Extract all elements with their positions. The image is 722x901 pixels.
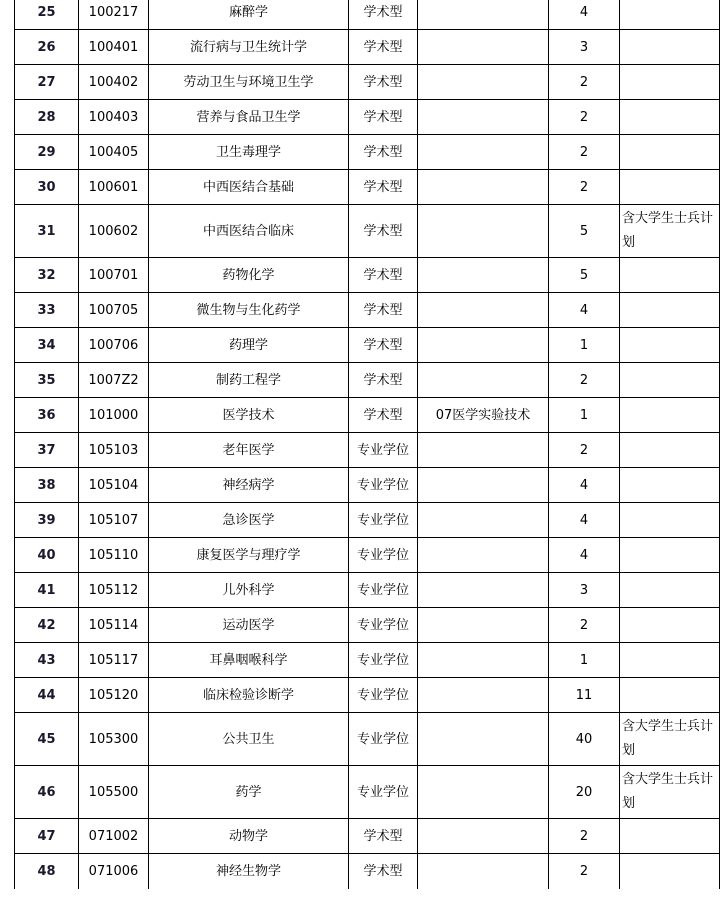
enrollment-table [14,0,720,889]
enrollment-count-cell: 3 [549,30,620,65]
degree-type-cell: 学术型 [349,854,418,889]
row-number-cell: 47 [15,819,79,854]
row-number-cell: 42 [15,608,79,643]
enrollment-count-cell: 1 [549,398,620,433]
row-number-cell: 28 [15,100,79,135]
enrollment-count-cell: 2 [549,170,620,205]
major-name-cell: 老年医学 [149,433,349,468]
enrollment-count-cell: 2 [549,433,620,468]
degree-type-cell: 学术型 [349,170,418,205]
major-name-cell: 药学 [149,766,349,819]
research-direction-cell [418,433,549,468]
remark-cell [620,293,720,328]
remark-cell [620,100,720,135]
enrollment-count-cell: 1 [549,643,620,678]
table-row [15,135,720,170]
remark-cell [620,608,720,643]
major-name-cell: 临床检验诊断学 [149,678,349,713]
table-row [15,503,720,538]
degree-type-cell: 专业学位 [349,503,418,538]
research-direction-cell [418,30,549,65]
enrollment-count-cell: 4 [549,503,620,538]
degree-type-cell: 学术型 [349,328,418,363]
enrollment-count-cell: 2 [549,608,620,643]
remark-cell [620,854,720,889]
row-number-cell: 30 [15,170,79,205]
degree-type-cell: 专业学位 [349,608,418,643]
major-code-cell: 071002 [79,819,149,854]
row-number-cell: 41 [15,573,79,608]
table-row [15,573,720,608]
row-number-cell: 43 [15,643,79,678]
degree-type-cell: 学术型 [349,100,418,135]
major-code-cell: 105112 [79,573,149,608]
research-direction-cell [418,643,549,678]
table-row [15,328,720,363]
major-name-cell: 儿外科学 [149,573,349,608]
major-name-cell: 康复医学与理疗学 [149,538,349,573]
major-name-cell: 急诊医学 [149,503,349,538]
row-number-cell: 33 [15,293,79,328]
enrollment-count-cell: 40 [549,713,620,766]
major-name-cell: 麻醉学 [149,0,349,30]
research-direction-cell [418,819,549,854]
table-row [15,258,720,293]
table-row [15,766,720,819]
table-row [15,363,720,398]
table-row [15,398,720,433]
degree-type-cell: 学术型 [349,819,418,854]
research-direction-cell [418,503,549,538]
research-direction-cell [418,100,549,135]
row-number-cell: 27 [15,65,79,100]
major-code-cell: 105110 [79,538,149,573]
remark-cell [620,135,720,170]
row-number-cell: 40 [15,538,79,573]
enrollment-count-cell: 2 [549,100,620,135]
remark-cell [620,398,720,433]
major-name-cell: 神经生物学 [149,854,349,889]
enrollment-count-cell: 20 [549,766,620,819]
research-direction-cell [418,713,549,766]
degree-type-cell: 学术型 [349,398,418,433]
degree-type-cell: 专业学位 [349,678,418,713]
major-code-cell: 100706 [79,328,149,363]
table-row [15,854,720,889]
major-code-cell: 105104 [79,468,149,503]
remark-cell [620,30,720,65]
major-code-cell: 105103 [79,433,149,468]
table-row [15,100,720,135]
degree-type-cell: 专业学位 [349,538,418,573]
research-direction-cell [418,608,549,643]
research-direction-cell [418,538,549,573]
row-number-cell: 44 [15,678,79,713]
major-code-cell: 105500 [79,766,149,819]
row-number-cell: 45 [15,713,79,766]
enrollment-count-cell: 3 [549,573,620,608]
enrollment-count-cell: 4 [549,0,620,30]
major-name-cell: 动物学 [149,819,349,854]
remark-cell: 含大学生士兵计划 [620,713,720,766]
major-code-cell: 100403 [79,100,149,135]
table-row [15,433,720,468]
research-direction-cell [418,328,549,363]
major-code-cell: 100705 [79,293,149,328]
major-name-cell: 流行病与卫生统计学 [149,30,349,65]
enrollment-count-cell: 4 [549,468,620,503]
remark-cell: 含大学生士兵计划 [620,205,720,258]
row-number-cell: 38 [15,468,79,503]
remark-cell [620,170,720,205]
remark-cell [620,819,720,854]
major-name-cell: 微生物与生化药学 [149,293,349,328]
research-direction-cell [418,468,549,503]
degree-type-cell: 学术型 [349,258,418,293]
major-code-cell: 100602 [79,205,149,258]
major-code-cell: 100701 [79,258,149,293]
major-name-cell: 公共卫生 [149,713,349,766]
remark-cell [620,65,720,100]
major-code-cell: 105117 [79,643,149,678]
research-direction-cell [418,170,549,205]
row-number-cell: 31 [15,205,79,258]
major-name-cell: 医学技术 [149,398,349,433]
major-code-cell: 105107 [79,503,149,538]
major-code-cell: 105300 [79,713,149,766]
degree-type-cell: 专业学位 [349,468,418,503]
degree-type-cell: 学术型 [349,135,418,170]
degree-type-cell: 专业学位 [349,433,418,468]
remark-cell [620,328,720,363]
enrollment-count-cell: 2 [549,819,620,854]
enrollment-count-cell: 5 [549,258,620,293]
research-direction-cell [418,363,549,398]
remark-cell [620,538,720,573]
major-code-cell: 101000 [79,398,149,433]
table-row [15,0,720,30]
enrollment-count-cell: 4 [549,538,620,573]
major-name-cell: 中西医结合基础 [149,170,349,205]
major-code-cell: 100601 [79,170,149,205]
degree-type-cell: 专业学位 [349,766,418,819]
enrollment-count-cell: 2 [549,363,620,398]
major-code-cell: 105120 [79,678,149,713]
research-direction-cell [418,678,549,713]
enrollment-count-cell: 11 [549,678,620,713]
enrollment-count-cell: 4 [549,293,620,328]
remark-cell [620,468,720,503]
row-number-cell: 46 [15,766,79,819]
enrollment-count-cell: 5 [549,205,620,258]
table-row [15,65,720,100]
research-direction-cell [418,0,549,30]
table-body [15,0,720,889]
table-row [15,538,720,573]
table-row [15,678,720,713]
degree-type-cell: 学术型 [349,293,418,328]
major-code-cell: 100405 [79,135,149,170]
remark-cell: 含大学生士兵计划 [620,766,720,819]
enrollment-count-cell: 2 [549,854,620,889]
major-code-cell: 1007Z2 [79,363,149,398]
row-number-cell: 29 [15,135,79,170]
research-direction-cell [418,135,549,170]
enrollment-count-cell: 2 [549,65,620,100]
major-code-cell: 071006 [79,854,149,889]
degree-type-cell: 学术型 [349,30,418,65]
degree-type-cell: 专业学位 [349,573,418,608]
row-number-cell: 36 [15,398,79,433]
degree-type-cell: 专业学位 [349,713,418,766]
major-name-cell: 药理学 [149,328,349,363]
row-number-cell: 25 [15,0,79,30]
table-row [15,608,720,643]
row-number-cell: 39 [15,503,79,538]
research-direction-cell [418,573,549,608]
major-name-cell: 营养与食品卫生学 [149,100,349,135]
major-name-cell: 中西医结合临床 [149,205,349,258]
table-row [15,643,720,678]
table-row [15,713,720,766]
row-number-cell: 32 [15,258,79,293]
major-name-cell: 制药工程学 [149,363,349,398]
degree-type-cell: 学术型 [349,205,418,258]
row-number-cell: 48 [15,854,79,889]
major-code-cell: 100217 [79,0,149,30]
degree-type-cell: 学术型 [349,0,418,30]
remark-cell [620,363,720,398]
table-row [15,170,720,205]
row-number-cell: 34 [15,328,79,363]
degree-type-cell: 学术型 [349,363,418,398]
enrollment-count-cell: 1 [549,328,620,363]
table-row [15,819,720,854]
table-row [15,30,720,65]
table-row [15,468,720,503]
major-name-cell: 耳鼻咽喉科学 [149,643,349,678]
research-direction-cell [418,293,549,328]
research-direction-cell: 07医学实验技术 [418,398,549,433]
enrollment-count-cell: 2 [549,135,620,170]
major-code-cell: 100402 [79,65,149,100]
row-number-cell: 26 [15,30,79,65]
row-number-cell: 35 [15,363,79,398]
remark-cell [620,503,720,538]
major-code-cell: 105114 [79,608,149,643]
research-direction-cell [418,258,549,293]
row-number-cell: 37 [15,433,79,468]
remark-cell [620,643,720,678]
degree-type-cell: 学术型 [349,65,418,100]
major-name-cell: 卫生毒理学 [149,135,349,170]
major-name-cell: 劳动卫生与环境卫生学 [149,65,349,100]
degree-type-cell: 专业学位 [349,643,418,678]
table-row [15,205,720,258]
remark-cell [620,678,720,713]
major-name-cell: 药物化学 [149,258,349,293]
major-code-cell: 100401 [79,30,149,65]
remark-cell [620,573,720,608]
remark-cell [620,258,720,293]
research-direction-cell [418,766,549,819]
major-name-cell: 神经病学 [149,468,349,503]
research-direction-cell [418,205,549,258]
research-direction-cell [418,65,549,100]
table-row [15,293,720,328]
research-direction-cell [418,854,549,889]
remark-cell [620,433,720,468]
major-name-cell: 运动医学 [149,608,349,643]
remark-cell [620,0,720,30]
